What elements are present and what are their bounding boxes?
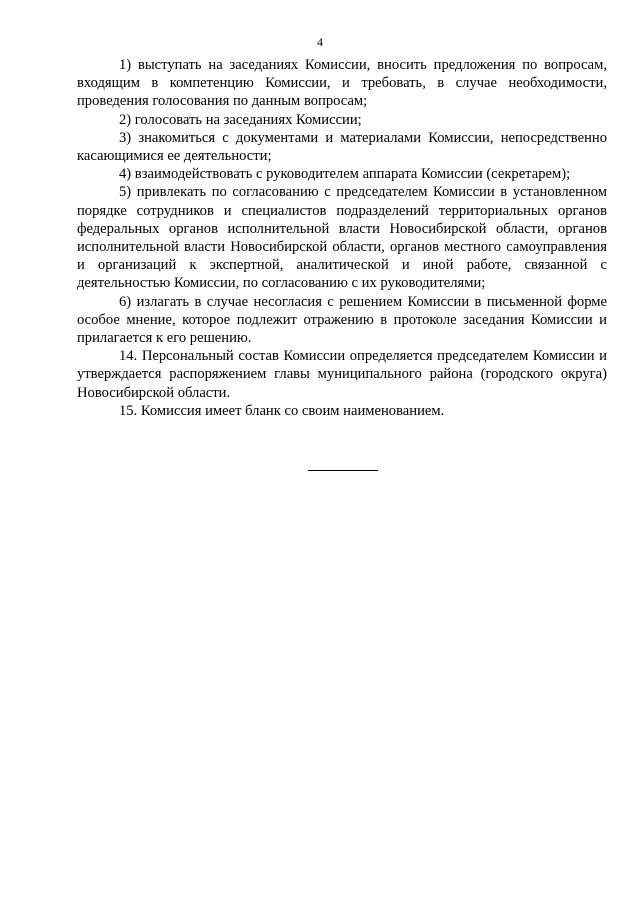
page-number: 4 (317, 35, 323, 49)
paragraph-clause-14: 14. Персональный состав Комиссии определяется председателем Комиссии и утверждается распоряжением главы муниципального района (городского округа) Новосибирской области. (77, 348, 607, 401)
end-of-document-rule (308, 470, 378, 471)
document-body (77, 56, 607, 420)
paragraph-right-6: 6) излагать в случае несогласия с решением Комиссии в письменной форме особое мнение, которое подлежит отражению в протоколе заседания Комиссии и прилагается к его решению. (77, 293, 607, 347)
paragraph-right-2: 2) голосовать на заседаниях Комиссии; (119, 111, 362, 128)
paragraph-clause-15: 15. Комиссия имеет бланк со своим наименованием. (119, 402, 445, 419)
paragraph-right-4: 4) взаимодействовать с руководителем аппарата Комиссии (секретарем); (119, 166, 571, 183)
paragraph-right-1: 1) выступать на заседаниях Комиссии, вносить предложения по вопросам, входящим в компетенцию Комиссии, и требовать, в случае необходимости, проведения голосования по данным вопросам; (77, 57, 607, 110)
paragraph-right-5: 5) привлекать по согласованию с председателем Комиссии в установленном порядке сотрудников и специалистов подразделений территориальных органов федеральных органов исполнительной власти Новосибирской области, органов исполнительной власти Новосибирской области, органов местного самоуправления и организаций к экспертной, аналитической и иной работе, связанной с деятельностью Комиссии, по согласованию с их руководителями; (77, 184, 607, 292)
paragraph-right-3: 3) знакомиться с документами и материалами Комиссии, непосредственно касающимися ее деятельности; (77, 129, 607, 165)
